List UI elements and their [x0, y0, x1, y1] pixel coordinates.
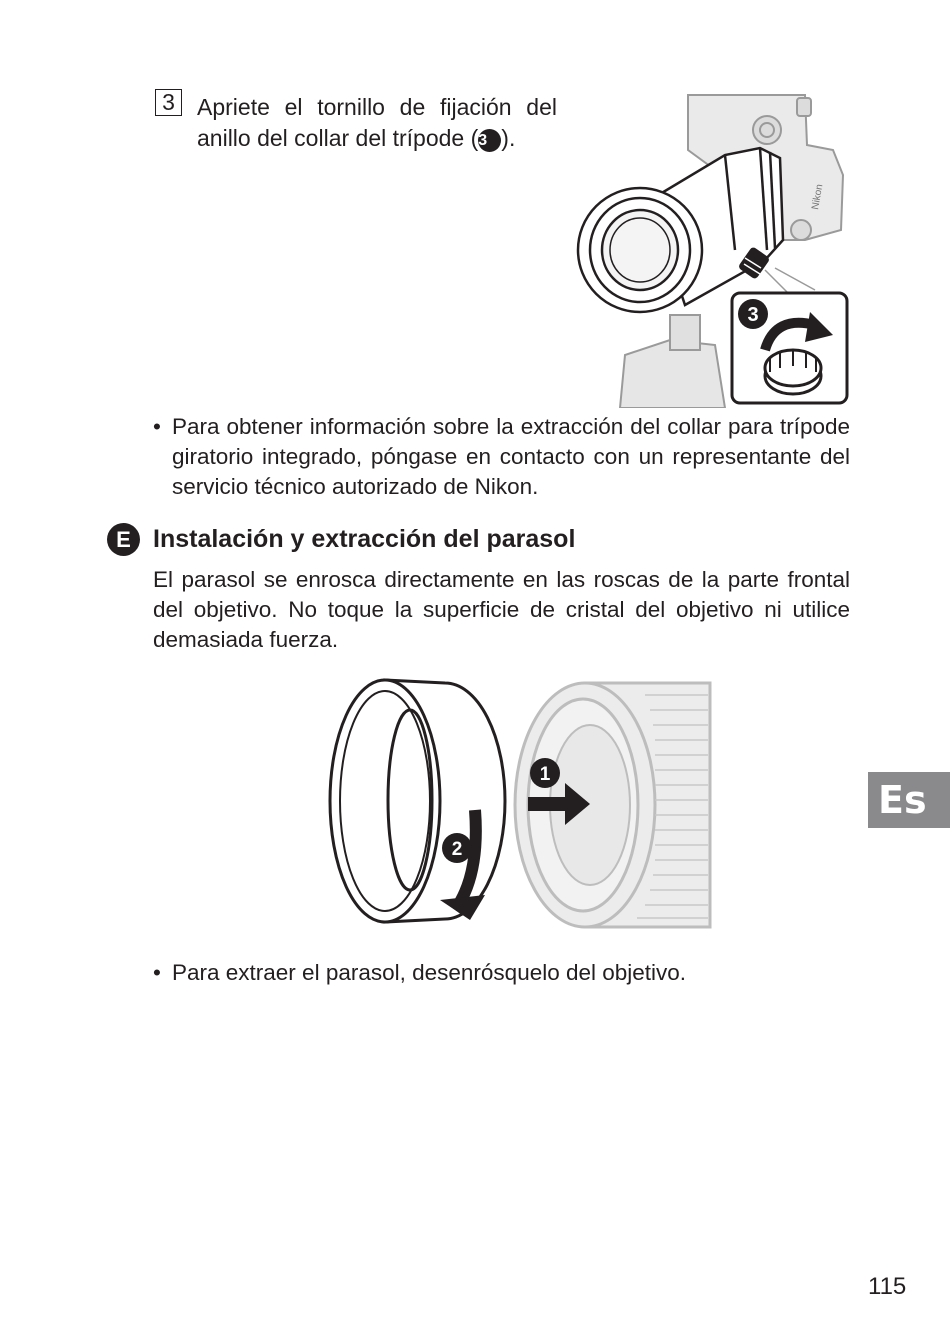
section-letter-icon: E — [107, 523, 140, 556]
bullet-symbol: • — [153, 414, 161, 439]
language-tab: Es — [868, 772, 950, 828]
step-instruction — [197, 92, 557, 154]
bullet-note-remove-hood — [153, 958, 850, 988]
step-2-marker-icon: 2 — [451, 839, 463, 860]
step-marker-icon: 3 — [478, 129, 501, 152]
step-number-box: 3 — [155, 89, 182, 116]
bullet-text: Para obtener información sobre la extracción del collar para trípode giratorio integrado, póngase en contacto con un representante del servicio técnico autorizado de Nikon. — [172, 414, 850, 499]
lens-hood-illustration — [315, 675, 715, 935]
step-text-before: Apriete el tornillo de fijación del anillo del collar del trípode ( — [197, 94, 557, 151]
callout-marker-icon: 3 — [747, 304, 759, 326]
bullet-note-collar — [153, 412, 850, 502]
page-number: 115 — [868, 1273, 907, 1300]
brand-logo-text: Nikon — [810, 183, 826, 211]
lens-collar-illustration — [575, 90, 855, 408]
section-paragraph: El parasol se enrosca directamente en las roscas de la parte frontal del objetivo. No toque la superficie de cristal del objetivo ni utilice demasiada fuerza. — [153, 567, 850, 652]
bullet-text: Para extraer el parasol, desenrósquelo del objetivo. — [172, 960, 687, 985]
bullet-symbol: • — [153, 960, 161, 985]
step-text-after: ). — [501, 125, 516, 151]
step-1-marker-icon: 1 — [539, 764, 551, 785]
section-heading: Instalación y extracción del parasol — [153, 525, 576, 553]
